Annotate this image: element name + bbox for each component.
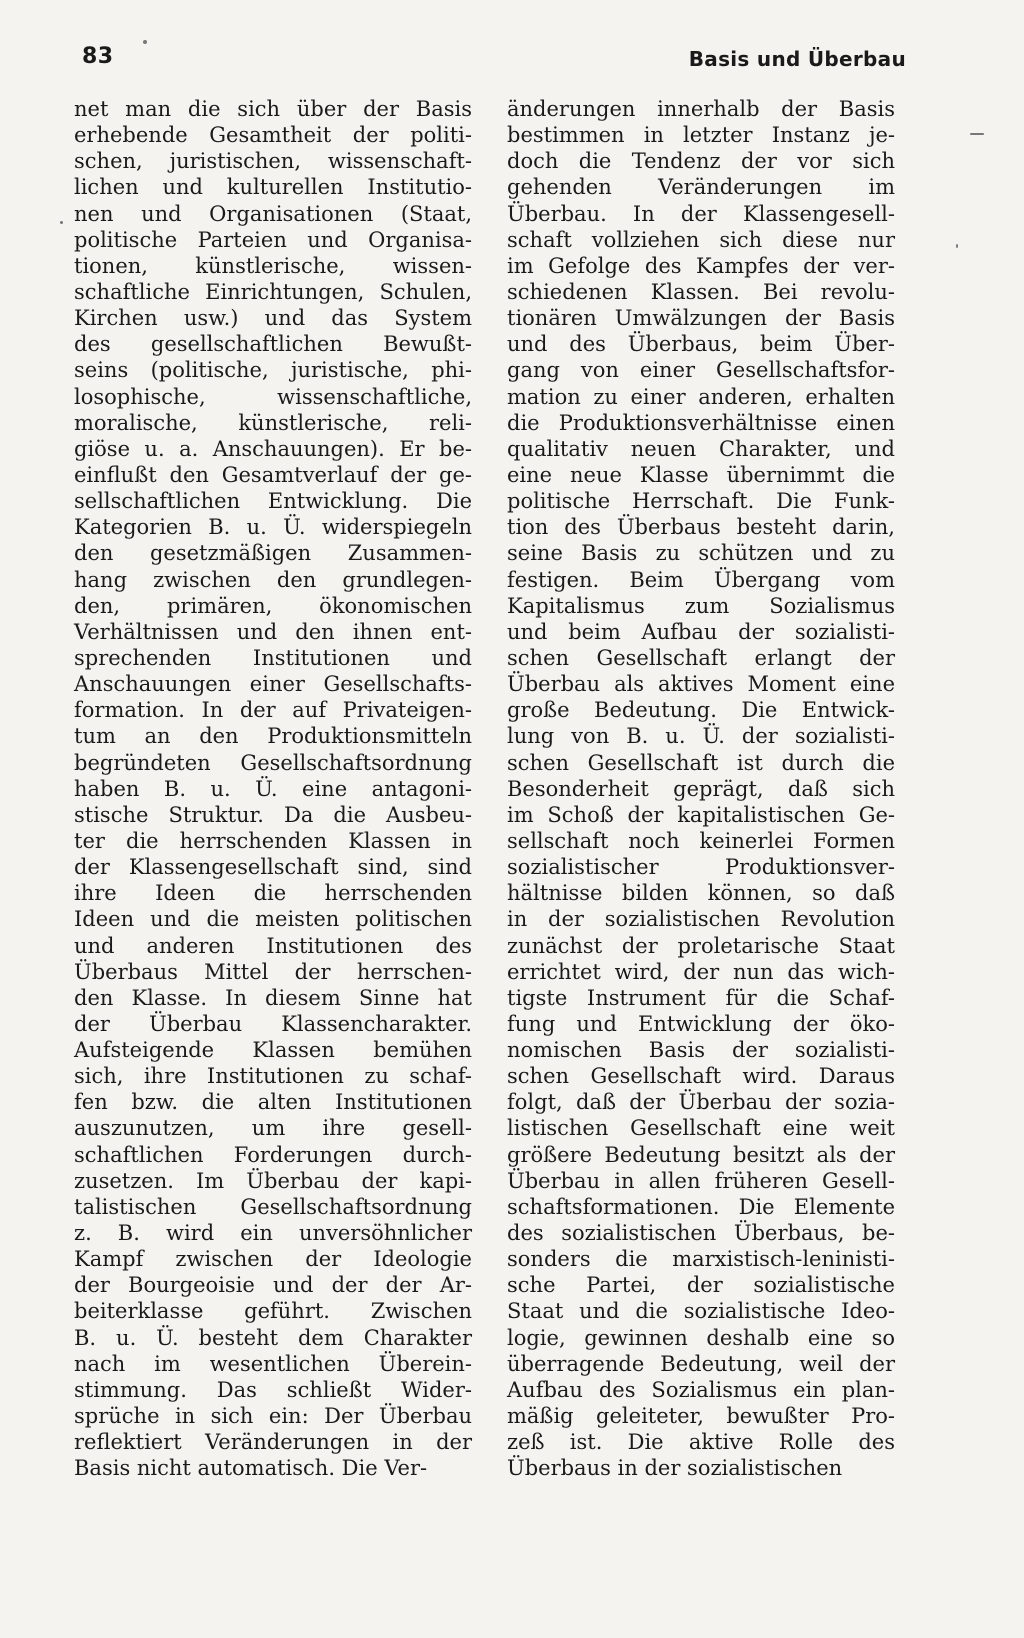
right-column-line: und beim Aufbau der sozialisti- — [507, 619, 895, 644]
right-column-line: doch die Tendenz der vor sich — [507, 149, 895, 174]
left-column-line: formation. In der auf Privateigen- — [74, 698, 472, 723]
right-column-line: Überbau. In der Klassengesell- — [507, 201, 895, 226]
left-column-line: tum an den Produktionsmitteln — [74, 724, 472, 749]
left-column-line: Kategorien B. u. Ü. widerspiegeln — [74, 515, 472, 540]
left-column-line: der Klassengesellschaft sind, sind — [74, 855, 472, 880]
right-column-line: festigen. Beim Übergang vom — [507, 567, 895, 592]
right-column-line: zunächst der proletarische Staat — [507, 933, 895, 958]
right-column-line: des sozialistischen Überbaus, be- — [507, 1221, 895, 1246]
left-column-line: ihre Ideen die herrschenden — [74, 881, 472, 906]
scan-speck — [956, 244, 958, 248]
text-column-right — [507, 96, 895, 1481]
left-column-line: und anderen Institutionen des — [74, 933, 472, 958]
left-column-line: schen, juristischen, wissenschaft- — [74, 149, 472, 174]
left-column-line: net man die sich über der Basis — [74, 97, 472, 121]
right-column-line: mäßig geleiteter, bewußter Pro- — [507, 1404, 895, 1429]
left-column-line: lichen und kulturellen Institutio- — [74, 175, 472, 200]
right-column-line: größere Bedeutung besitzt als der — [507, 1142, 895, 1167]
right-column-line: hältnisse bilden können, so daß — [507, 881, 895, 906]
left-column-line: Basis nicht automatisch. Die Ver- — [74, 1456, 428, 1481]
right-column-line: listischen Gesellschaft eine weit — [507, 1116, 895, 1141]
left-column-line: begründeten Gesellschaftsordnung — [74, 750, 472, 775]
left-column-line: sich, ihre Institutionen zu schaf- — [74, 1064, 472, 1089]
left-column-line: zusetzen. Im Überbau der kapi- — [74, 1168, 472, 1193]
right-column-line: gehenden Veränderungen im — [507, 175, 895, 200]
right-column-line: große Bedeutung. Die Entwick- — [507, 698, 895, 723]
right-column-line: im Schoß der kapitalistischen Ge- — [507, 802, 895, 827]
right-column-line: politische Herrschaft. Die Funk- — [507, 489, 895, 514]
right-column-line: Staat und die sozialistische Ideo- — [507, 1299, 895, 1324]
page-number: 83 — [82, 44, 114, 69]
right-column-line: gang von einer Gesellschaftsfor- — [507, 358, 895, 383]
left-column-line: z. B. wird ein unversöhnlicher — [74, 1221, 472, 1246]
right-column-line: lung von B. u. Ü. der sozialisti- — [507, 724, 895, 749]
left-column-line: B. u. Ü. besteht dem Charakter — [74, 1325, 472, 1350]
right-column-line: tionären Umwälzungen der Basis — [507, 306, 895, 331]
right-column-line: folgt, daß der Überbau der sozia- — [507, 1090, 895, 1115]
right-column-line: seine Basis zu schützen und zu — [507, 541, 895, 566]
right-column-line: schen Gesellschaft wird. Daraus — [507, 1064, 895, 1089]
left-column-line: Ideen und die meisten politischen — [74, 907, 472, 932]
right-column-line: im Gefolge des Kampfes der ver- — [507, 253, 895, 278]
right-column-line: und des Überbaus, beim Über- — [507, 332, 895, 357]
right-column-line: sonders die marxistisch-leninisti- — [507, 1247, 895, 1272]
right-column-line: fung und Entwicklung der öko- — [507, 1011, 895, 1036]
right-column-line: schaftsformationen. Die Elemente — [507, 1194, 895, 1219]
right-column-line: Aufbau des Sozialismus ein plan- — [507, 1377, 895, 1402]
left-column-line: beiterklasse geführt. Zwischen — [74, 1299, 472, 1324]
right-column-line: errichtet wird, der nun das wich- — [507, 959, 895, 984]
left-column-line: sprüche in sich ein: Der Überbau — [74, 1404, 472, 1429]
left-column-line: seins (politische, juristische, phi- — [74, 358, 472, 383]
right-column-line: zeß ist. Die aktive Rolle des — [507, 1430, 895, 1455]
right-column-line: schiedenen Klassen. Bei revolu- — [507, 279, 895, 304]
left-column-line: Aufsteigende Klassen bemühen — [74, 1038, 472, 1063]
left-column-line: Kirchen usw.) und das System — [74, 306, 472, 331]
left-column-line: Anschauungen einer Gesellschafts- — [74, 672, 472, 697]
scan-speck — [60, 221, 63, 224]
right-column-line: Überbau in allen früheren Gesell- — [507, 1168, 895, 1193]
right-column-line: in der sozialistischen Revolution — [507, 907, 895, 932]
right-column-line: sche Partei, der sozialistische — [507, 1273, 895, 1298]
right-column-line: änderungen innerhalb der Basis — [507, 97, 895, 121]
right-column-line: tion des Überbaus besteht darin, — [507, 515, 895, 540]
left-column-line: den gesetzmäßigen Zusammen- — [74, 541, 472, 566]
left-column-line: nen und Organisationen (Staat, — [74, 201, 472, 226]
left-column-line: reflektiert Veränderungen in der — [74, 1430, 472, 1455]
right-column-line: Besonderheit geprägt, daß sich — [507, 776, 895, 801]
right-column-line: schen Gesellschaft erlangt der — [507, 645, 895, 670]
right-column-line: sellschaft noch keinerlei Formen — [507, 828, 895, 853]
left-column-line: den, primären, ökonomischen — [74, 593, 472, 618]
right-column-line: die Produktionsverhältnisse einen — [507, 410, 895, 435]
left-column-line: erhebende Gesamtheit der politi- — [74, 123, 472, 148]
left-column-line: giöse u. a. Anschauungen). Er be- — [74, 436, 472, 461]
left-column-line: talistischen Gesellschaftsordnung — [74, 1194, 472, 1219]
right-column-line: schaft vollziehen sich diese nur — [507, 227, 895, 252]
left-column-line: Überbaus Mittel der herrschen- — [74, 959, 472, 984]
right-column-line: Überbau als aktives Moment eine — [507, 672, 895, 697]
text-column-left — [74, 96, 472, 1481]
left-column-line: stimmung. Das schließt Wider- — [74, 1377, 472, 1402]
left-column-line: der Überbau Klassencharakter. — [74, 1011, 472, 1036]
left-column-line: losophische, wissenschaftliche, — [74, 384, 472, 409]
left-column-line: politische Parteien und Organisa- — [74, 227, 472, 252]
left-column-line: fen bzw. die alten Institutionen — [74, 1090, 472, 1115]
right-column-line: Überbaus in der sozialistischen — [507, 1456, 843, 1481]
right-column-line: Kapitalismus zum Sozialismus — [507, 593, 895, 618]
right-column-line: nomischen Basis der sozialisti- — [507, 1038, 895, 1063]
scan-speck — [143, 40, 147, 44]
left-column-line: einflußt den Gesamtverlauf der ge- — [74, 462, 472, 487]
left-column-line: haben B. u. Ü. eine antagoni- — [74, 776, 472, 801]
left-column-line: sprechenden Institutionen und — [74, 645, 472, 670]
left-column-line: moralische, künstlerische, reli- — [74, 410, 472, 435]
left-column-line: tionen, künstlerische, wissen- — [74, 253, 472, 278]
left-column-line: den Klasse. In diesem Sinne hat — [74, 985, 472, 1010]
left-column-line: auszunutzen, um ihre gesell- — [74, 1116, 472, 1141]
right-column-line: qualitativ neuen Charakter, und — [507, 436, 895, 461]
right-column-line: logie, gewinnen deshalb eine so — [507, 1325, 895, 1350]
left-column-line: stische Struktur. Da die Ausbeu- — [74, 802, 472, 827]
right-column-line: bestimmen in letzter Instanz je- — [507, 123, 895, 148]
right-column-line: überragende Bedeutung, weil der — [507, 1351, 895, 1376]
scan-speck — [970, 133, 984, 135]
left-column-line: Verhältnissen und den ihnen ent- — [74, 619, 472, 644]
left-column-line: Kampf zwischen der Ideologie — [74, 1247, 472, 1272]
right-column-line: tigste Instrument für die Schaf- — [507, 985, 895, 1010]
right-column-line: sozialistischer Produktionsver- — [507, 855, 895, 880]
left-column-line: sellschaftlichen Entwicklung. Die — [74, 489, 472, 514]
left-column-line: des gesellschaftlichen Bewußt- — [74, 332, 472, 357]
left-column-line: hang zwischen den grundlegen- — [74, 567, 472, 592]
left-column-line: nach im wesentlichen Überein- — [74, 1351, 472, 1376]
right-column-line: eine neue Klasse übernimmt die — [507, 462, 895, 487]
right-column-line: mation zu einer anderen, erhalten — [507, 384, 895, 409]
right-column-line: schen Gesellschaft ist durch die — [507, 750, 895, 775]
left-column-line: schaftlichen Forderungen durch- — [74, 1142, 472, 1167]
left-column-line: schaftliche Einrichtungen, Schulen, — [74, 279, 472, 304]
left-column-line: ter die herrschenden Klassen in — [74, 828, 472, 853]
left-column-line: der Bourgeoisie und der der Ar- — [74, 1273, 472, 1298]
running-title: Basis und Überbau — [688, 47, 906, 71]
